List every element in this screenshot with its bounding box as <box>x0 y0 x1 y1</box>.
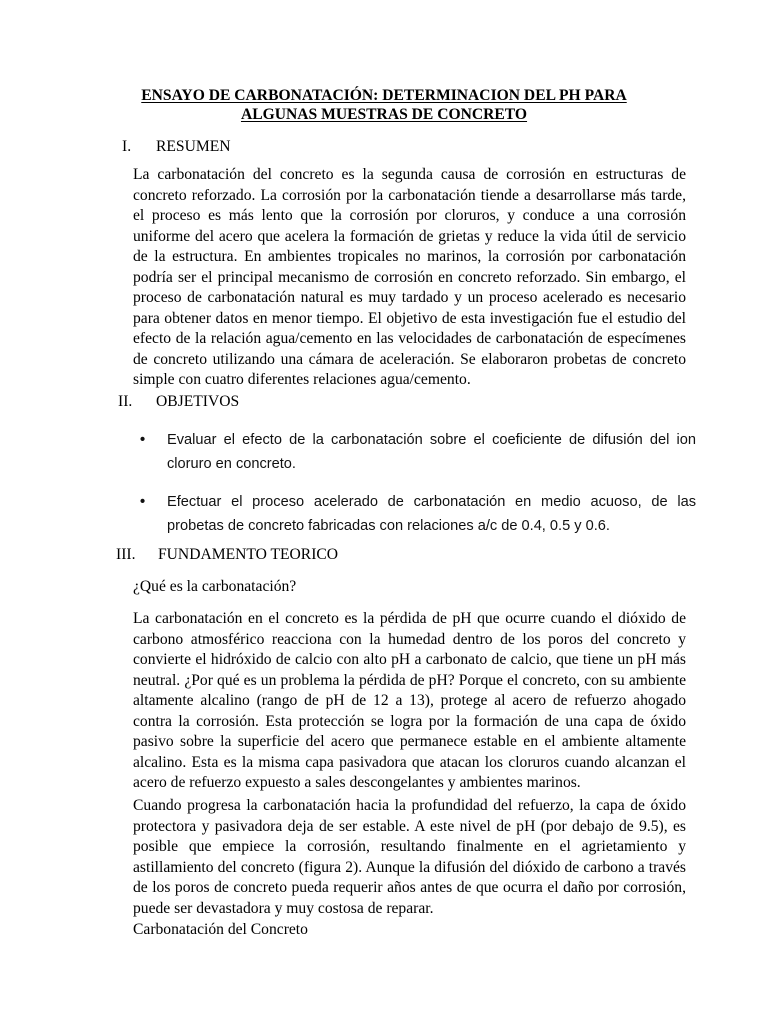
resumen-paragraph: La carbonatación del concreto es la segunda causa de corrosión en estructuras de concreto reforzado. La corrosión por la carbonatación tiende a desarrollarse más tarde, el proceso es más lento que la corrosión por cloruros, y conduce a una corrosión uniforme del acero que acelera la formación de grietas y reduce la vida útil de servicio de la estructura. En ambientes tropicales no marinos, la corrosión por carbonatación podría ser el principal mecanismo de corrosión en concreto reforzado. Sin embargo, el proceso de carbonatación natural es muy tardado y un proceso acelerado es necesario para obtener datos en menor tiempo. El objetivo de esta investigación fue el estudio del efecto de la relación agua/cemento en las velocidades de carbonatación de especímenes de concreto utilizando una cámara de aceleración. Se elaboraron probetas de concreto simple con cuatro diferentes relaciones agua/cemento. <box>133 166 686 388</box>
subsection-heading: Carbonatación del Concreto <box>133 921 308 938</box>
document-title <box>100 86 668 124</box>
section-resumen-heading <box>122 137 422 157</box>
section-heading: RESUMEN <box>156 138 231 155</box>
objective-text: Efectuar el proceso acelerado de carbonatación en medio acuoso, de las probetas de concreto fabricadas con relaciones a/c de 0.4, 0.5 y 0.6. <box>167 494 696 534</box>
fundamento-paragraph-2: Cuando progresa la carbonatación hacia la profundidad del refuerzo, la capa de óxido protectora y pasivadora deja de ser estable. A este nivel de pH (por debajo de 9.5), es posible que empiece la corrosión, resultando finalmente en el agrietamiento y astillamiento del concreto (figura 2). Aunque la difusión del dióxido de carbono a través de los poros de concreto pueda requerir años antes de que ocurra el daño por corrosión, puede ser devastadora y muy costosa de reparar. <box>133 797 686 917</box>
section-fundamento-heading <box>116 545 436 565</box>
list-item <box>140 428 696 476</box>
objectives-list <box>140 428 696 552</box>
bullet-icon: • <box>140 432 146 448</box>
section-heading: OBJETIVOS <box>156 393 240 410</box>
title-line-2: ALGUNAS MUESTRAS DE CONCRETO <box>240 106 528 123</box>
fundamento-paragraph-1: La carbonatación en el concreto es la pérdida de pH que ocurre cuando el dióxido de carbono atmosférico reacciona con la humedad dentro de los poros del concreto y convierte el hidróxido de calcio con alto pH a carbonato de calcio, que tiene un pH más neutral. ¿Por qué es un problema la pérdida de pH? Porque el concreto, con su ambiente altamente alcalino (rango de pH de 12 a 13), protege al acero de refuerzo ahogado contra la corrosión. Esta protección se logra por la formación de una capa de óxido pasivo sobre la superficie del acero que permanece estable en el ambiente altamente alcalino. Esta es la misma capa pasivadora que atacan los cloruros cuando alcanzan el acero de refuerzo expuesto a sales descongelantes y ambientes marinos. <box>133 610 686 791</box>
section-heading: FUNDAMENTO TEORICO <box>158 546 339 563</box>
list-item <box>140 490 696 538</box>
section-number: I. <box>122 138 132 155</box>
section-number: II. <box>118 393 133 410</box>
section-objetivos-heading <box>118 392 418 412</box>
question-heading: ¿Qué es la carbonatación? <box>133 578 297 595</box>
objective-text: Evaluar el efecto de la carbonatación sobre el coeficiente de difusión del ion cloruro en concreto. <box>167 432 696 472</box>
title-line-1: ENSAYO DE CARBONATACIÓN: DETERMINACION DEL PH PARA <box>141 87 627 104</box>
section-number: III. <box>116 546 136 563</box>
bullet-icon: • <box>140 494 146 510</box>
